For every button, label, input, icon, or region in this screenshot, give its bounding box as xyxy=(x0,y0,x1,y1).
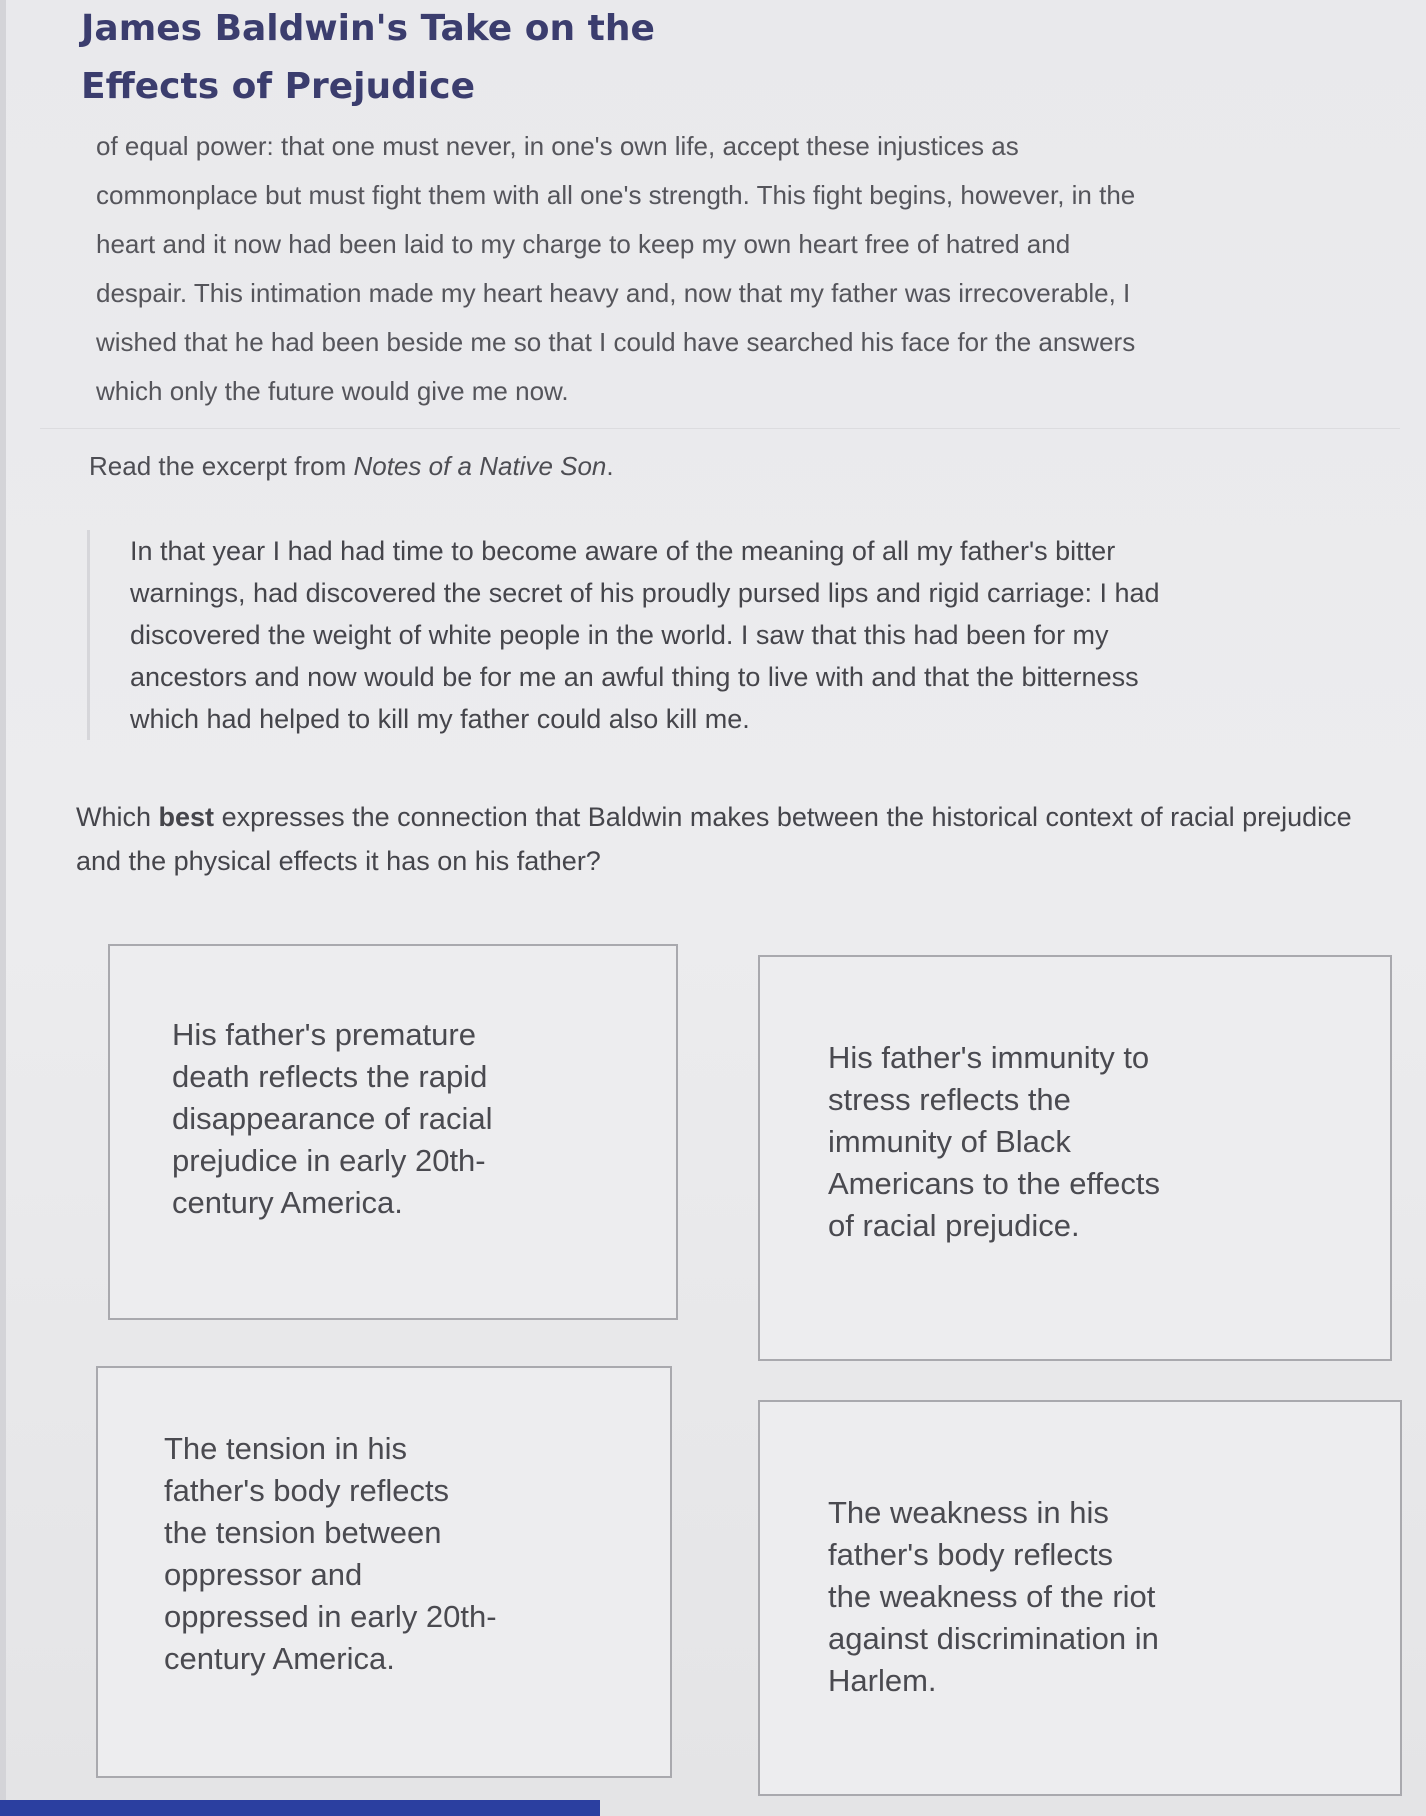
excerpt-line: which had helped to kill my father could also kill me. xyxy=(130,704,750,734)
answer-option-4[interactable] xyxy=(758,1400,1402,1796)
answer-line: The tension in his xyxy=(164,1431,407,1466)
question-part: expresses the connection that Baldwin makes between the historical context of racial prejudice and the physical effects it has on his father? xyxy=(76,802,1352,876)
answer-line: oppressor and xyxy=(164,1557,363,1592)
page-title xyxy=(81,0,655,116)
question-emphasis: best xyxy=(158,802,215,832)
excerpt-line: warnings, had discovered the secret of his proudly pursed lips and rigid carriage: I had xyxy=(130,578,1160,608)
answer-line: the weakness of the riot xyxy=(828,1579,1156,1614)
answer-line: His father's immunity to xyxy=(828,1040,1150,1075)
answer-option-2[interactable] xyxy=(758,955,1392,1361)
answer-line: century America. xyxy=(172,1185,403,1220)
answer-line: of racial prejudice. xyxy=(828,1208,1080,1243)
bottom-bar xyxy=(0,1800,600,1816)
answer-line: the tension between xyxy=(164,1515,442,1550)
question-text xyxy=(76,795,1396,883)
passage-text xyxy=(96,122,1386,416)
answer-line: disappearance of racial xyxy=(172,1101,493,1136)
prompt-text: Read the excerpt from xyxy=(89,451,354,481)
answer-option-3[interactable] xyxy=(96,1366,672,1778)
answer-line: Americans to the effects xyxy=(828,1166,1160,1201)
divider xyxy=(40,428,1400,429)
excerpt-line: discovered the weight of white people in the world. I saw that this had been for my xyxy=(130,620,1109,650)
excerpt-line: In that year I had had time to become aware of the meaning of all my father's bitter xyxy=(130,536,1116,566)
answer-line: stress reflects the xyxy=(828,1082,1071,1117)
title-line: James Baldwin's Take on the xyxy=(81,8,655,49)
answer-line: The weakness in his xyxy=(828,1495,1109,1530)
answer-line: death reflects the rapid xyxy=(172,1059,488,1094)
source-title: Notes of a Native Son xyxy=(353,451,607,481)
answer-line: immunity of Black xyxy=(828,1124,1071,1159)
answer-option-1[interactable] xyxy=(108,944,678,1320)
excerpt-blockquote xyxy=(87,530,1407,740)
passage-line: of equal power: that one must never, in one's own life, accept these injustices as xyxy=(96,131,1019,161)
answer-line: against discrimination in xyxy=(828,1621,1159,1656)
answer-line: prejudice in early 20th- xyxy=(172,1143,486,1178)
passage-line: commonplace but must fight them with all one's strength. This fight begins, however, in the xyxy=(96,180,1136,210)
answer-line: His father's premature xyxy=(172,1017,476,1052)
prompt-text: . xyxy=(606,451,614,481)
answer-line: father's body reflects xyxy=(828,1537,1114,1572)
answer-line: oppressed in early 20th- xyxy=(164,1599,497,1634)
screen-edge xyxy=(0,0,6,1816)
passage-line: which only the future would give me now. xyxy=(96,376,569,406)
title-line: Effects of Prejudice xyxy=(81,66,475,107)
answer-line: father's body reflects xyxy=(164,1473,450,1508)
passage-line: despair. This intimation made my heart heavy and, now that my father was irrecoverable, I xyxy=(96,278,1131,308)
excerpt-prompt xyxy=(89,450,614,482)
answer-line: Harlem. xyxy=(828,1663,937,1698)
passage-line: wished that he had been beside me so that I could have searched his face for the answers xyxy=(96,327,1136,357)
passage-line: heart and it now had been laid to my charge to keep my own heart free of hatred and xyxy=(96,229,1071,259)
answer-line: century America. xyxy=(164,1641,395,1676)
question-part: Which xyxy=(76,802,159,832)
excerpt-line: ancestors and now would be for me an awful thing to live with and that the bitterness xyxy=(130,662,1139,692)
